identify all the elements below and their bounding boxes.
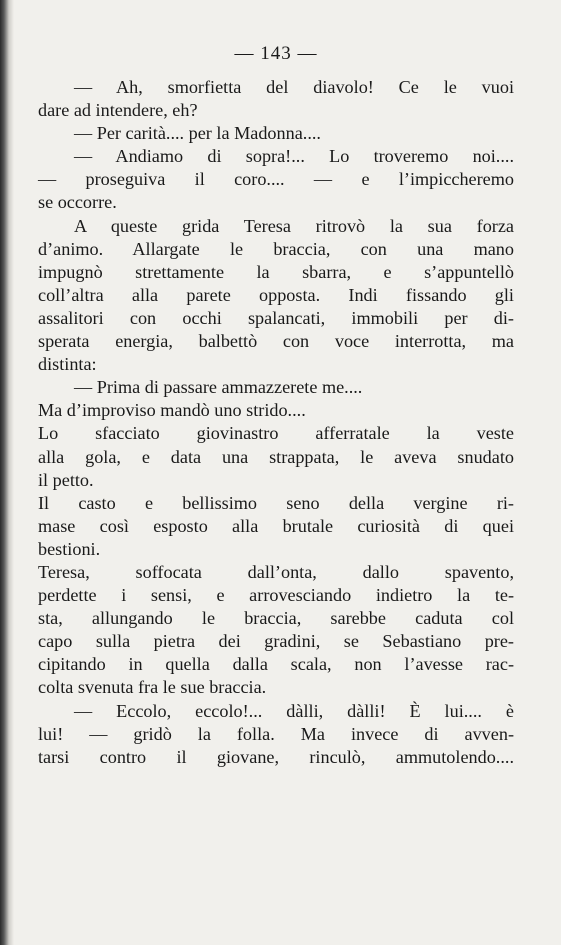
text-line: A queste grida Teresa ritrovò la sua forza xyxy=(74,215,514,236)
text-line: tarsi contro il giovane, rinculò, ammutolendo.... xyxy=(38,746,514,767)
text-line: sta, allungando le braccia, sarebbe caduta col xyxy=(38,608,514,629)
text-line: — Eccolo, eccolo!... dàlli, dàlli! È lui.... è xyxy=(74,700,514,721)
text-line: — proseguiva il coro.... — e l’impiccheremo xyxy=(38,169,514,190)
text-line: sperata energia, balbettò con voce interrotta, ma xyxy=(38,331,514,352)
text-line: il petto. xyxy=(38,469,94,490)
text-line: Lo sfacciato giovinastro afferratale la veste xyxy=(38,423,514,444)
text-line: Teresa, soffocata dall’onta, dallo spavento, xyxy=(38,561,514,582)
text-line: bestioni. xyxy=(38,538,101,559)
text-line: — Andiamo di sopra!... Lo troveremo noi.... xyxy=(74,146,514,167)
text-line: mase così esposto alla brutale curiosità di quei xyxy=(38,515,514,536)
text-line: se occorre. xyxy=(38,192,117,213)
text-line: — Ah, smorfietta del diavolo! Ce le vuoi xyxy=(74,77,514,97)
text-line: impugnò strettamente la sbarra, e s’appuntellò xyxy=(38,261,514,282)
text-line: lui! — gridò la folla. Ma invece di avven- xyxy=(38,723,514,744)
text-line: Il casto e bellissimo seno della vergine ri- xyxy=(38,492,514,513)
text-line: coll’altra alla parete opposta. Indi fissando gli xyxy=(38,284,514,305)
page-number: — 143 — xyxy=(234,43,318,64)
text-line: capo sulla pietra dei gradini, se Sebastiano pre- xyxy=(38,631,514,652)
text-line: assalitori con occhi spalancati, immobili per di- xyxy=(38,307,514,328)
text-line: cipitando in quella dalla scala, non l’avesse rac- xyxy=(38,654,514,675)
book-page xyxy=(38,40,514,769)
text-line: colta svenuta fra le sue braccia. xyxy=(38,677,267,698)
text-line: alla gola, e data una strappata, le aveva snudato xyxy=(38,446,514,467)
book-spine-shadow xyxy=(0,0,14,945)
text-line: — Per carità.... per la Madonna.... xyxy=(74,123,321,144)
page-text-body xyxy=(38,76,514,769)
text-line: d’animo. Allargate le braccia, con una mano xyxy=(38,238,514,259)
text-line: distinta: xyxy=(38,354,97,375)
text-line: perdette i sensi, e arrovesciando indietro la te- xyxy=(38,585,514,606)
text-line: dare ad intendere, eh? xyxy=(38,100,198,121)
text-line: Ma d’improviso mandò uno strido.... xyxy=(38,400,306,421)
text-line: — Prima di passare ammazzerete me.... xyxy=(74,377,363,398)
